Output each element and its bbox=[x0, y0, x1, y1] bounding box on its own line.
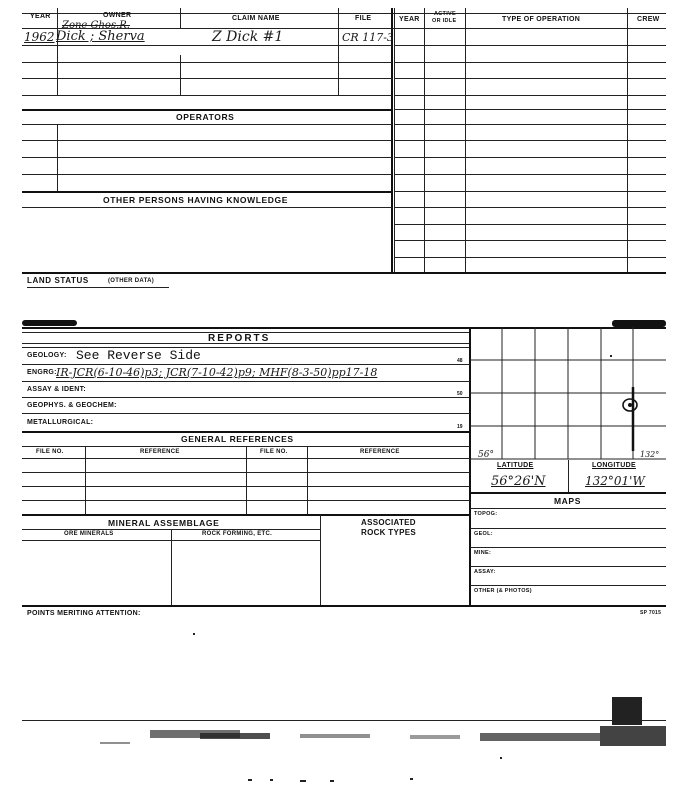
rock-forming-label: ROCK FORMING, ETC. bbox=[202, 531, 273, 537]
ref-header-file-no-2: FILE NO. bbox=[260, 449, 288, 455]
operators-title: OPERATORS bbox=[176, 112, 235, 122]
entry-claim-name: Z Dick #1 bbox=[212, 29, 284, 45]
assay-ident-num: 50 bbox=[457, 391, 463, 397]
header-crew: CREW bbox=[637, 16, 660, 23]
ref-header-reference-1: REFERENCE bbox=[140, 449, 180, 455]
entry-owner: Dick ; Sherva bbox=[56, 29, 145, 44]
ref-header-reference-2: REFERENCE bbox=[360, 449, 400, 455]
geophys-label: GEOPHYS. & GEOCHEM: bbox=[27, 402, 117, 409]
header-or-idle: OR IDLE bbox=[432, 18, 457, 24]
geology-num: 48 bbox=[457, 358, 463, 364]
geology-label: GEOLOGY: bbox=[27, 352, 67, 359]
engrg-label: ENGRG: bbox=[27, 369, 57, 376]
land-status-sublabel: (OTHER DATA) bbox=[108, 278, 155, 284]
ore-minerals-label: ORE MINERALS bbox=[64, 531, 114, 537]
latitude-label: LATITUDE bbox=[497, 462, 534, 469]
mineral-assemblage-title: MINERAL ASSEMBLAGE bbox=[108, 518, 220, 528]
header-file: FILE bbox=[355, 15, 372, 22]
maps-geol: GEOL: bbox=[474, 531, 493, 537]
entry-year: 1962 bbox=[24, 30, 55, 44]
maps-other-photos: OTHER (& PHOTOS) bbox=[474, 588, 532, 594]
associated-label: ASSOCIATED bbox=[361, 518, 416, 527]
rock-types-label: ROCK TYPES bbox=[361, 528, 417, 537]
maps-assay: ASSAY: bbox=[474, 569, 496, 575]
maps-topog: TOPOG: bbox=[474, 511, 498, 517]
assay-ident-label: ASSAY & IDENT: bbox=[27, 386, 87, 393]
other-persons-title: OTHER PERSONS HAVING KNOWLEDGE bbox=[103, 195, 289, 205]
owner-strikethrough-note: Zone Ghos.R. bbox=[62, 20, 130, 31]
lon-tick: 132° bbox=[640, 450, 660, 459]
longitude-value: 132°01'W bbox=[585, 474, 645, 488]
lat-tick: 56° bbox=[478, 450, 494, 460]
header-owner: OWNER bbox=[103, 12, 132, 19]
header-active: ACTIVE bbox=[434, 11, 456, 17]
latitude-value: 56°26'N bbox=[491, 474, 546, 489]
metallurgical-label: METALLURGICAL: bbox=[27, 419, 94, 426]
header-type-of-operation: TYPE OF OPERATION bbox=[502, 16, 581, 23]
general-references-title: GENERAL REFERENCES bbox=[181, 434, 294, 444]
reports-title: REPORTS bbox=[208, 333, 271, 344]
form-number: SP 7015 bbox=[640, 610, 662, 616]
metallurgical-num: 19 bbox=[457, 424, 463, 430]
maps-mine: MINE: bbox=[474, 550, 492, 556]
ref-header-file-no-1: FILE NO. bbox=[36, 449, 64, 455]
header-year-2: YEAR bbox=[399, 16, 420, 23]
location-grid-lines bbox=[470, 327, 666, 462]
points-meriting-attention: POINTS MERITING ATTENTION: bbox=[27, 610, 141, 617]
header-year: YEAR bbox=[30, 13, 51, 20]
engrg-value: IR-JCR(6-10-46)p3; JCR(7-10-42)p9; MHF(8-3-50)pp17-18 bbox=[56, 366, 378, 379]
header-claim-name: CLAIM NAME bbox=[232, 15, 280, 22]
land-status-label: LAND STATUS bbox=[27, 276, 89, 285]
longitude-label: LONGITUDE bbox=[592, 462, 636, 469]
maps-title: MAPS bbox=[554, 496, 581, 506]
entry-file: CR 117-3 bbox=[342, 31, 394, 44]
geology-value: See Reverse Side bbox=[76, 348, 201, 363]
